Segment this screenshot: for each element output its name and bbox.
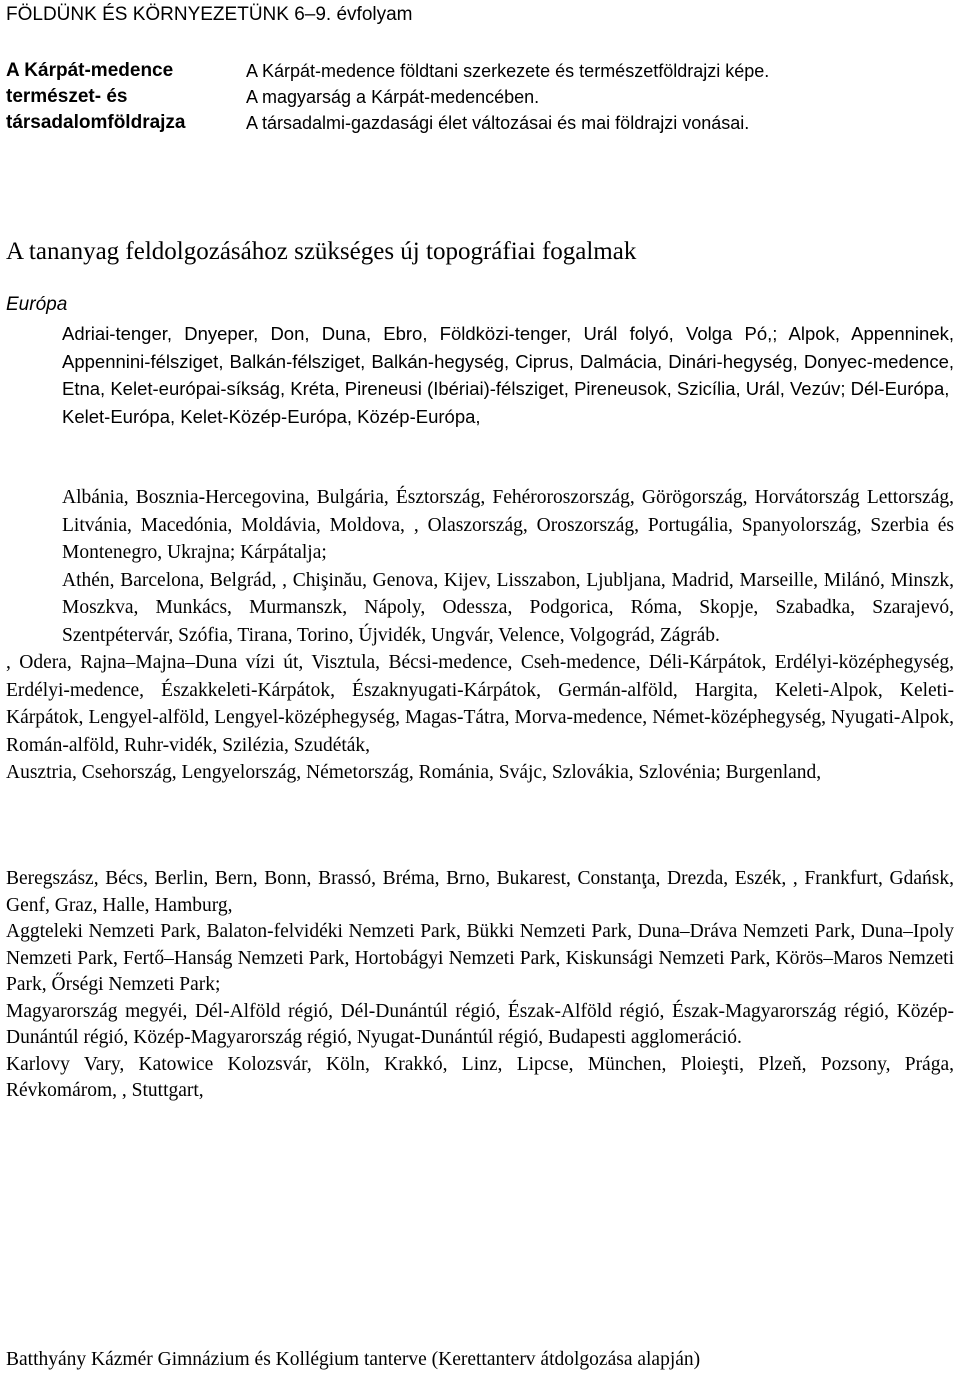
europe-countries-cities [62, 484, 954, 649]
europe-countries-text: Albánia, Bosznia-Hercegovina, Bulgária, Észtország, Fehéroroszország, Görögország, Horvátország Lettország, Litvánia, Macedónia, Moldávia, Moldova, , Olaszország, Oroszország, Portugália, Spanyolország, Szerbia és Montenegro, Ukrajna; Kárpátalja; [62, 487, 954, 563]
hungary-regions-text: Magyarország megyéi, Dél-Alföld régió, Dél-Dunántúl régió, Észak-Alföld régió, Észak-Magyarország régió, Közép-Dunántúl régió, Közép-Magyarország régió, Nyugat-Dunántúl régió, Budapesti agglomeráció. [6, 1000, 954, 1048]
central-cities2-text: Karlovy Vary, Katowice Kolozsvár, Köln, Krakkó, Linz, Lipcse, München, Ploieşti, Plzeň, Pozsony, Prága, Révkomárom, , Stuttgart, [6, 1053, 954, 1101]
page-header-title: FÖLDÜNK ÉS KÖRNYEZETÜNK 6–9. évfolyam [6, 4, 413, 25]
topic-item: A társadalmi-gazdasági élet változásai és mai földrajzi vonásai. [246, 113, 750, 133]
topic-label-line: társadalomföldrajza [6, 112, 186, 133]
central-europe-places [6, 866, 954, 1105]
topic-items [246, 58, 946, 136]
europe-topography [62, 320, 954, 430]
central-europe-physical [6, 649, 954, 787]
topic-label-line: természet- és [6, 86, 128, 107]
topic-item: A magyarság a Kárpát-medencében. [246, 87, 540, 107]
page-footer: Batthyány Kázmér Gimnázium és Kollégium tanterve (Kerettanterv átdolgozása alapján) [6, 1349, 701, 1370]
central-cities-text: Beregszász, Bécs, Berlin, Bern, Bonn, Brassó, Bréma, Brno, Bukarest, Constanţa, Drezda, Eszék, , Frankfurt, Gdańsk, Genf, Graz, Halle, Hamburg, [6, 868, 954, 916]
topic-label [6, 58, 234, 136]
europe-physical-text: Adriai-tenger, Dnyeper, Don, Duna, Ebro, Földközi-tenger, Urál folyó, Volga Pó,; Alpok, Appenninek, Appennini-félsziget, Balkán-félsziget, Balkán-hegység, Ciprus, Dalmácia, Dinári-hegység, Donyec-medence, Etna, Kelet-európai-síkság, Kréta, Pireneusi (Ibériai)-félsziget, Pireneusok, Szicília, Urál, Vezúv; Dél-Európa, [62, 323, 954, 399]
region-label-europe: Európa [6, 294, 68, 315]
national-parks-text: Aggteleki Nemzeti Park, Balaton-felvidéki Nemzeti Park, Bükki Nemzeti Park, Duna–Dráva Nemzeti Park, Duna–Ipoly Nemzeti Park, Fertő–Hanság Nemzeti Park, Hortobágyi Nemzeti Park, Kiskunsági Nemzeti Park, Körös–Maros Nemzeti Park, Őrségi Nemzeti Park; [6, 921, 954, 995]
europe-regions-text: Kelet-Európa, Kelet-Közép-Európa, Közép-Európa, [62, 405, 481, 427]
topic-item: A Kárpát-medence földtani szerkezete és természetföldrajzi képe. [246, 61, 770, 81]
central-physical-text: , Odera, Rajna–Majna–Duna vízi út, Visztula, Bécsi-medence, Cseh-medence, Déli-Kárpátok, Erdélyi-középhegység, Erdélyi-medence, Északkeleti-Kárpátok, Északnyugati-Kárpátok, Germán-alföld, Hargita, Keleti-Alpok, Keleti-Kárpátok, Lengyel-alföld, Lengyel-középhegység, Magas-Tátra, Morva-medence, Német-középhegység, Nyugati-Alpok, Román-alföld, Ruhr-vidék, Szilézia, Szudéták, [6, 652, 954, 756]
section-title: A tananyag feldolgozásához szükséges új topográfiai fogalmak [6, 238, 637, 265]
central-countries-text: Ausztria, Csehország, Lengyelország, Németország, Románia, Svájc, Szlovákia, Szlovénia; Burgenland, [6, 762, 822, 783]
europe-cities-text: Athén, Barcelona, Belgrád, , Chişinău, Genova, Kijev, Lisszabon, Ljubljana, Madrid, Marseille, Milánó, Minszk, Moszkva, Munkács, Murmanszk, Nápoly, Odessza, Podgorica, Róma, Skopje, Szabadka, Szarajevó, Szentpétervár, Szófia, Tirana, Torino, Újvidék, Ungvár, Velence, Volgográd, Zágráb. [62, 569, 954, 646]
topic-label-line: A Kárpát-medence [6, 60, 174, 81]
